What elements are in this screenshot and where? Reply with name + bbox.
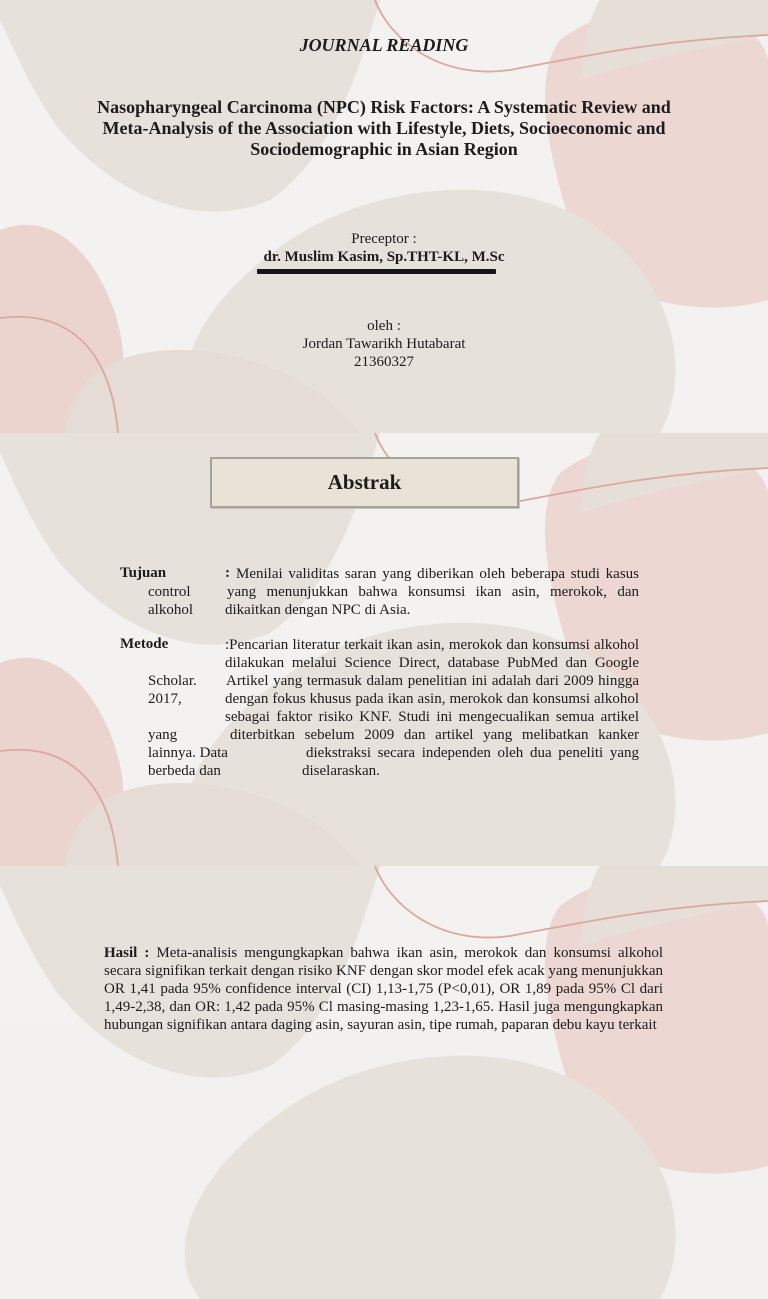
preceptor-name: dr. Muslim Kasim, Sp.THT-KL, M.Sc: [263, 249, 505, 265]
metode-line: diekstraksi secara independen oleh dua peneliti yang: [306, 745, 639, 761]
metode-line: :Pencarian literatur terkait ikan asin, merokok dan konsumsi alkohol: [225, 637, 639, 653]
title-line: Nasopharyngeal Carcinoma (NPC) Risk Factors: A Systematic Review and: [97, 97, 671, 117]
student-id: 21360327: [354, 354, 414, 370]
slide-results: [0, 866, 768, 1033]
tujuan-left: control: [148, 584, 191, 600]
metode-line: dengan fokus khusus pada ikan asin, merokok dan konsumsi alkohol: [225, 691, 639, 707]
slide-abstract: [0, 433, 768, 866]
metode-line: dilakukan melalui Science Direct, database PubMed dan Google: [225, 655, 639, 671]
by-label: oleh :: [367, 318, 401, 334]
divider-bar: [257, 269, 496, 274]
metode-line: Artikel yang termasuk dalam penelitian ini adalah dari 2009 hingga: [226, 673, 639, 689]
metode-left: 2017,: [148, 691, 182, 707]
article-title: [60, 97, 708, 160]
metode-left: lainnya. Data: [148, 745, 228, 761]
metode-line: sebagai faktor risiko KNF. Studi ini mengecualikan semua artikel: [225, 709, 639, 725]
author-block: [0, 317, 768, 371]
metode-left: berbeda dan: [148, 763, 221, 779]
tujuan-colon: :: [225, 565, 230, 581]
author-name: Jordan Tawarikh Hutabarat: [302, 336, 466, 352]
metode-line: diselaraskan.: [302, 763, 380, 779]
hasil-text: Meta-analisis mengungkapkan bahwa ikan asin, merokok dan konsumsi alkohol secara signifikan terkait dengan risiko KNF dengan skor model efek acak yang menunjukkan OR 1,41 pada 95% confidence interval (CI) 1,13-1,75 (P<0,01), OR 1,89 pada 95% Cl dari 1,49-2,38, dan OR: 1,42 pada 95% Cl masing-masing 1,23-1,65. Hasil juga mengungkapkan hubungan signifikan antara daging asin, sayuran asin, tipe rumah, paparan debu kayu terkait: [104, 945, 663, 1033]
title-line: Sociodemographic in Asian Region: [250, 139, 518, 159]
abstract-title-box: Abstrak: [210, 457, 519, 508]
tujuan-line: yang menunjukkan bahwa konsumsi ikan asin, merokok, dan: [227, 584, 639, 600]
tujuan-line: dikaitkan dengan NPC di Asia.: [225, 602, 411, 618]
tujuan-label: Tujuan: [120, 565, 167, 581]
tujuan-left: alkohol: [148, 602, 193, 618]
slide-title: [0, 0, 768, 433]
tujuan-line: Menilai validitas saran yang diberikan oleh beberapa studi kasus: [236, 566, 639, 582]
metode-line: diterbitkan sebelum 2009 dan artikel yang melibatkan kanker: [230, 727, 639, 743]
hasil-label: Hasil :: [104, 945, 150, 961]
metode-label: Metode: [120, 636, 169, 652]
title-line: Meta-Analysis of the Association with Lifestyle, Diets, Socioeconomic and: [102, 118, 666, 138]
hasil-paragraph: [104, 944, 663, 1034]
journal-reading-heading: JOURNAL READING: [299, 35, 469, 55]
preceptor-label: Preceptor :: [351, 231, 417, 247]
metode-left: yang: [148, 727, 178, 743]
metode-left: Scholar.: [148, 673, 197, 689]
